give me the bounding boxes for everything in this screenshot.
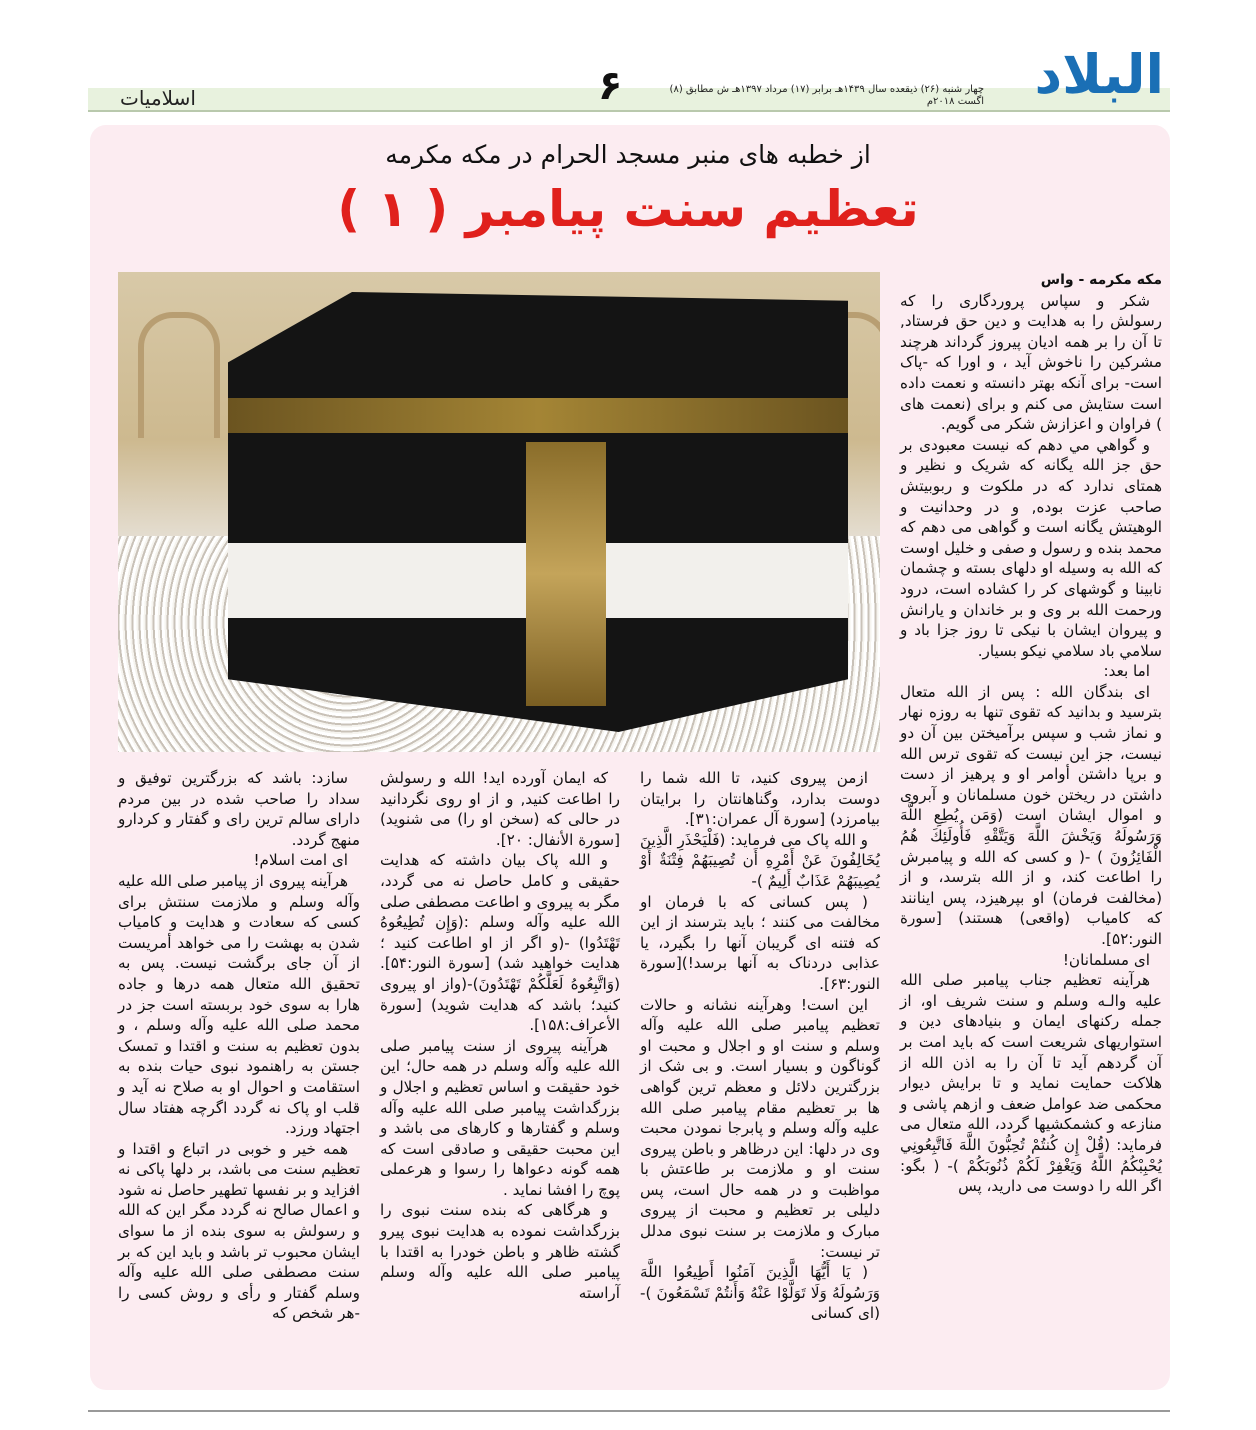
newspaper-logo: البلاد [1034,43,1164,106]
arch-decoration [138,312,220,438]
article-title: تعظیم سنت پیامبر ( ۱ ) [337,180,919,238]
paragraph: ای امت اسلام! [253,851,348,870]
paragraph: هرآینه پیروی از پیامبر صلی الله علیه وآله وسلم و ملازمت سنتش برای کسی که سعادت و هدایت و کامیاب شدن به بهشت را می خواهد أمریست از آن جای برگشت نیست. پس به تحقیق الله متعال همه درها و جاده هارا به سوی خود بربسته است جز در محمد صلی الله علیه وآله وسلم ، و بدون تعظیم به سنت و اقتدا و تمسک جستن به راهنمود نبوی حیات بنده به استقامت و احوال او به صلاح نه آید و قلب او پاک نه گردد اگرچه هفتاد سال اجتهاد ورزد. [118,871,360,1138]
paragraph: و الله پاک بیان داشته که هدایت حقیقی و کامل حاصل نه می گردد، مگر به پیروی و اطاعت مصطفی صلی الله علیه وآله وسلم :(وَإِن تُطِيعُوهُ تَهْتَدُوا) -(و اگر از او اطاعت کنید ؛هدایت خواهید شد) [سورة النور:۵۴]. (وَاتَّبِعُوهُ لَعَلَّكُمْ تَهْتَدُونَ)-(واز او پیروی کنید؛ باشد که هدایت شوید) [سورة الأعراف:۱۵۸]. [380,851,620,1035]
kaaba-photo [118,272,880,752]
paragraph: ازمن پیروی کنید، تا الله شما را دوست بدارد، وگناهانتان را برایتان بیامرزد) [سورة آل عمران:۳۱]. [640,769,880,829]
paragraph: همه خیر و خوبی در اتباع و اقتدا و تعظیم سنت می باشد، بر دلها پاکی نه افزاید و بر نفسها تطهیر حاصل نه شود و اعمال صالح نه گردد مگر این که الله و رسولش به سوی بنده از ما سوای ایشان محبوب تر باشد و باید این که بر سنت مصطفی صلی الله علیه وآله وسلم گفتار و رأی و روش کسی را -هر شخص که [118,1139,360,1323]
paragraph: و گواهي مي دهم كه نيست معبودی بر حق جز الله یگانه که شریک و نظیر و همتای ندارد که در ملکوت و ربوبیتش صاحب عزت بوده, و در وحدانیت و الوهیتش یگانه است و گواهی می دهم که محمد بنده و رسول و صفی و خلیل اوست که الله به وسیله او دلهای بسته و چشمان نابینا و گوشهای کر را کشاده است، درود ورحمت الله بر وی و بر خاندان و یارانش و پیروان ایشان با نیکی تا روز جزا باد و سلامي باد سلامي نيكو بسيار. [900,435,1162,660]
paragraph: ای مسلمانان! [1062,950,1150,969]
paragraph: ای بندگان الله : پس از الله متعال بترسید و بدانید که تقوی تنها به روزه نهار و نماز شب و سپس برآمیختن بین آن دو نیست، جز این نیست که تقوی ترس الله و برپا داشتن أوامر او و پرهیز از دست داشتن در ریختن خون مسلمانان و آبروی و اموال ایشان است (وَمَن يُطِعِ اللَّهَ وَرَسُولَهُ وَيَخْشَ اللَّهَ وَيَتَّقْهِ فَأُولَئِكَ هُمُ الْفَائِزُونَ ) -( و کسی که الله و پیامبرش را اطاعت کند، و از الله بترسد، و از (مخالفت فرمان) او بپرهیزد، پس اینانند که کامیاب (واقعی) هستند) [سورة النور:۵۲]. [900,682,1162,948]
paragraph: ( پس کسانی که با فرمان او مخالفت می کنند ؛ باید بترسند از این که فتنه ای گریبان آنها را بگیرد، یا عذابی دردناک به آنها برسد!)[سورة النور:۶۳]. [640,892,880,993]
paragraph: که ایمان آورده اید! الله و رسولش را اطاعت کنید, و از او روی نگردانید در حالی که (سخن او را) می شنوید)[سورة الأنفال: ۲۰]. [380,769,620,849]
paragraph: و الله پاک می فرماید: (فَلْيَحْذَرِ الَّذِينَ يُخَالِفُونَ عَنْ أَمْرِهِ أَن تُصِيبَهُمْ فِتْنَةٌ أَوْ يُصِيبَهُمْ عَذَابٌ أَلِيمٌ )- [640,830,880,890]
section-name: اسلامیات [120,86,196,110]
paragraph: اما بعد: [1103,662,1150,681]
paragraph: هرآینه پیروی از سنت پیامبر صلی الله علیه وآله وسلم در همه حال؛ این خود حقیقت و اساس تعظیم و اجلال و بزرگداشت پیامبر صلی الله علیه وآله وسلم و گفتارها و کارهای می باشد و این محبت حقیقی و صادقی است که همه گونه دعواها را رسوا و هرعملی پوچ را افشا نماید . [380,1036,620,1199]
paragraph: سازد: باشد که بزرگترین توفیق و سداد را صاحب شده در بین مردم دارای سالم ترین رای و گفتار و کردارو منهج گردد. [118,769,360,849]
kaaba-gold-band [228,398,848,433]
article-column-3 [380,768,620,1303]
byline: مکه مکرمه - واس [1040,272,1162,288]
page-number: ۶ [598,63,623,109]
article-column-4 [118,768,360,1324]
footer-rule [88,1410,1170,1412]
kaaba-door [526,442,607,706]
header-bar [88,88,1170,112]
article-subtitle: از خطبه های منبر مسجد الحرام در مکه مکرمه [385,140,871,169]
article-column-2 [640,768,880,1324]
paragraph: هرآینه تعظیم جناب پیامبر صلی الله علیه والـه وسلم و سنت شریف او، از جمله رکنهای ایمان و بنیادهای دین و استواریهای شریعت است که باید امت بر آن گردهم آید تا آن را به اذن الله از هلاکت حمایت نماید و تا برایش دیوار محکمی ضد عوامل ضعف و ازهم پاشی و منازعه و کشمکشیها گردد، الله متعال می فرماید: (قُلْ إِن كُنتُمْ تُحِبُّونَ اللَّهَ فَاتَّبِعُونِي يُحْبِبْكُمُ اللَّهُ وَيَغْفِرْ لَكُمْ ذُنُوبَكُمْ )- ( بگو: اگر الله را دوست می دارید، پس [900,971,1162,1196]
article-column-1 [900,270,1162,1197]
kaaba [228,292,848,732]
paragraph: این است! وهرآینه نشانه و حالات تعظیم پیامبر صلی الله علیه وآله وسلم و سنت او و اجلال و محبت او گوناگون و بسیار است. و بی شک از بزرگترین دلائل و معظم ترین گواهی ها بر تعظیم مقام پیامبر صلی الله علیه وآله وسلم و پابرجا نمودن محبت وی در دلها: این درظاهر و باطن پیروی سنت او و ملازمت بر طاعتش با مواظبت و در همه حال است، پس دلیلی بر تعظیم و محبت از پیروی مبارک و ملازمت بر سنت نبوی مدلل تر نیست: [640,995,880,1261]
paragraph: و هرگاهی که بنده سنت نبوی را بزرگداشت نموده به هدایت نبوی پیرو گشته ظاهر و باطن خودرا به اقتدا با پیامبر صلی الله علیه وآله وسلم آراسته [380,1201,620,1302]
paragraph: شکر و سپاس پروردگاری را که رسولش را به هدایت و دین حق فرستاد, تا آن را بر همه ادیان پیروز گرداند هرچند مشرکین را ناخوش آید ، و اورا که -پاک است- برای آنکه بهتر دانسته و نعمت داده است ستایش می کنم و برای (نعمت های ) فراوان و اعزازش شکر می گویم. [900,291,1162,434]
issue-date: چهار شنبه (۲۶) ذیقعده سال ۱۴۳۹هـ برابر (۱۷) مرداد ۱۳۹۷هـ ش مطابق (۸) اگست ۲۰۱۸م [669,84,984,107]
paragraph: ( يَا أَيُّهَا الَّذِينَ آمَنُوا أَطِيعُوا اللَّهَ وَرَسُولَهُ وَلَا تَوَلَّوْا عَنْهُ وَأَنتُمْ تَسْمَعُونَ )-(ای کسانی [640,1263,880,1323]
